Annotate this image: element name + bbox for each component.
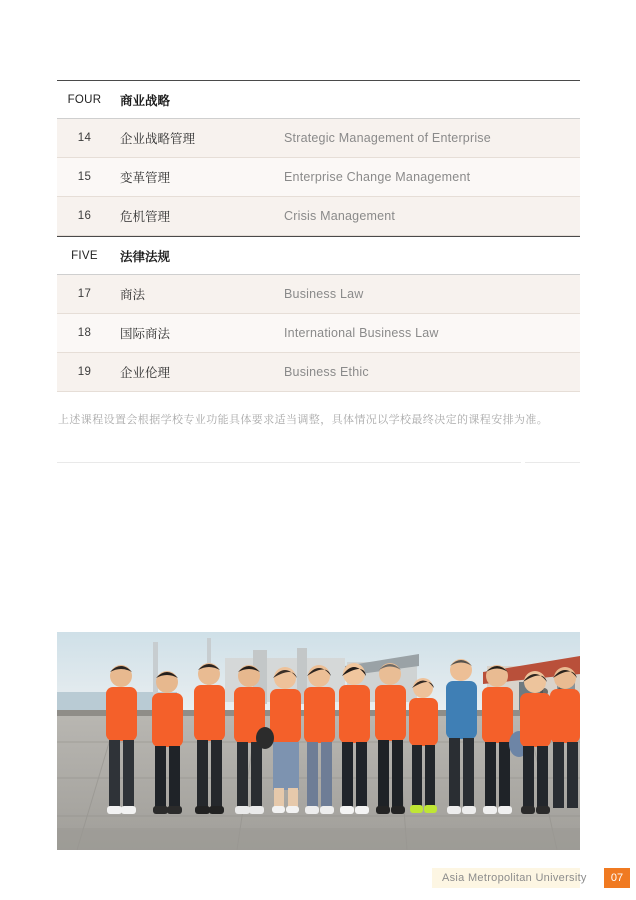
row-number: 17 — [77, 288, 92, 300]
table-footnote: 上述课程设置会根据学校专业功能具体要求适当调整，具体情况以学校最终决定的课程安排为准。 — [58, 414, 549, 426]
table-row-section — [57, 236, 580, 275]
row-title-cn: 商法 — [120, 288, 146, 302]
table-row — [57, 353, 580, 392]
row-title-cn: 企业伦理 — [120, 366, 171, 380]
row-title-cn: 企业战略管理 — [120, 132, 196, 146]
course-table — [57, 80, 580, 392]
row-number: 15 — [77, 171, 92, 183]
page-number-badge: 07 — [604, 868, 630, 888]
row-title-cn: 法律法规 — [120, 249, 171, 264]
table-row — [57, 275, 580, 314]
row-title-cn: 危机管理 — [120, 210, 171, 224]
table-row — [57, 197, 580, 236]
row-title-en: Strategic Management of Enterprise — [284, 131, 491, 145]
row-number: 19 — [77, 366, 92, 378]
table-row — [57, 314, 580, 353]
row-number: 14 — [77, 132, 92, 144]
row-title-en: Business Ethic — [284, 365, 369, 379]
group-photo — [57, 632, 580, 850]
row-number: 18 — [77, 327, 92, 339]
row-title-cn: 国际商法 — [120, 327, 171, 341]
table-row — [57, 158, 580, 197]
row-number: 16 — [77, 210, 92, 222]
row-number: FIVE — [71, 249, 98, 262]
row-title-cn: 变革管理 — [120, 171, 171, 185]
divider-short — [525, 462, 580, 463]
row-title-en: International Business Law — [284, 326, 439, 340]
row-number: FOUR — [67, 93, 102, 106]
row-title-en: Business Law — [284, 287, 364, 301]
group-photo-image — [57, 632, 580, 850]
row-title-en: Enterprise Change Management — [284, 170, 471, 184]
table-row-section — [57, 80, 580, 119]
divider-long — [57, 462, 521, 463]
footer-brand-bar — [432, 868, 587, 888]
footer-brand-label: Asia Metropolitan University — [442, 872, 587, 884]
table-row — [57, 119, 580, 158]
row-title-cn: 商业战略 — [120, 93, 171, 108]
row-title-en: Crisis Management — [284, 209, 396, 223]
